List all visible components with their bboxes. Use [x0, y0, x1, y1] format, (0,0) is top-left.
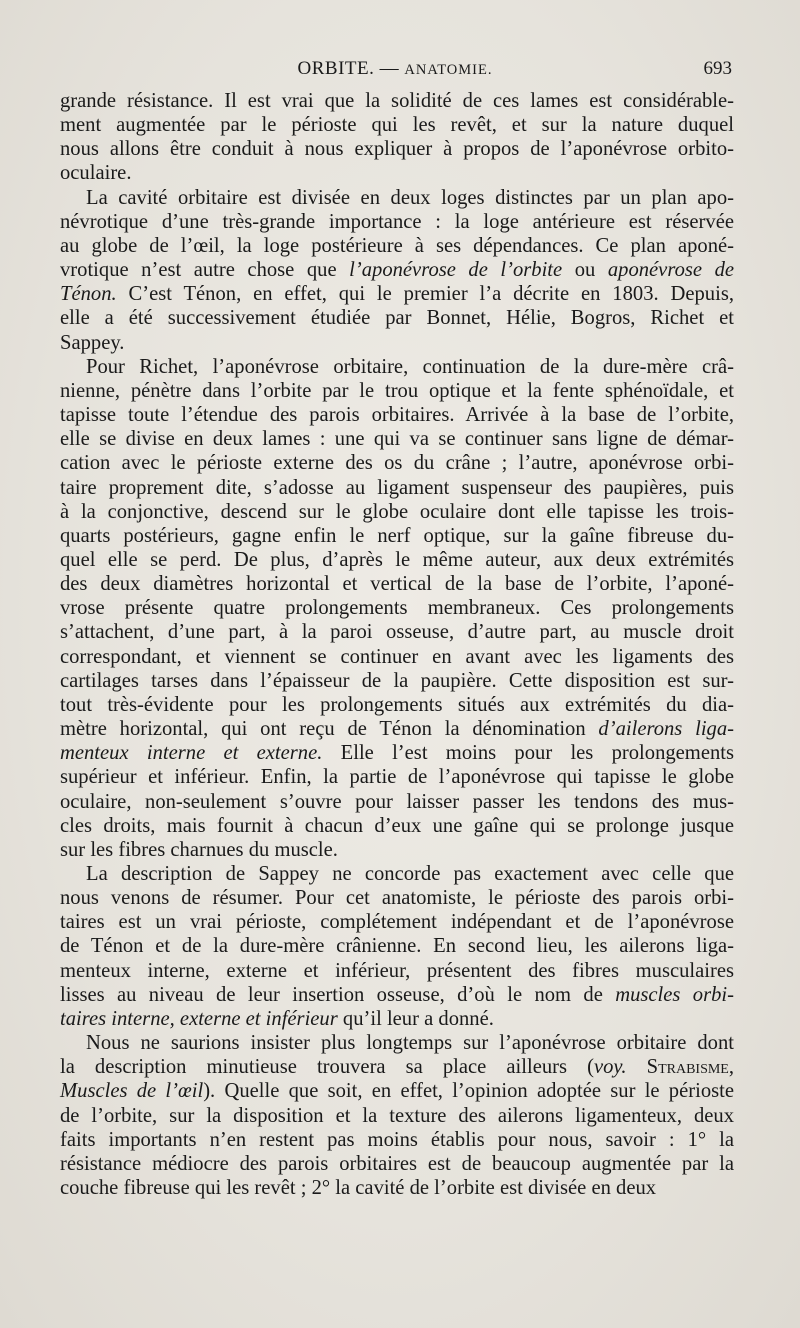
text-line	[60, 596, 734, 620]
text-line	[60, 1104, 734, 1128]
text-run: cartilages tarses dans l’épaisseur de la paupière. Cette disposition est sur-	[60, 669, 734, 692]
text-run: qu’il leur a donné.	[337, 1007, 494, 1030]
text-run: elle a été successivement étudiée par Bonnet, Hélie, Bogros, Richet et	[60, 307, 734, 330]
text-line	[60, 548, 734, 572]
text-line	[60, 838, 734, 862]
running-title-dash: —	[374, 58, 405, 79]
text-run: cation avec le périoste externe des os du crâne ; l’autre, aponévrose orbi-	[60, 452, 734, 475]
text-line	[60, 210, 734, 234]
text-run: La cavité orbitaire est divisée en deux loges distinctes par un plan apo-	[86, 186, 734, 209]
text-line	[60, 1055, 734, 1079]
text-line	[60, 693, 734, 717]
text-line	[60, 282, 734, 306]
text-run: vrotique n’est autre chose que	[60, 259, 350, 282]
text-run: quel elle se perd. De plus, d’après le même auteur, aux deux extrémités	[60, 548, 734, 571]
text-run: ment augmentée par le périoste qui les revêt, et sur la nature duquel	[60, 114, 734, 137]
text-line	[60, 427, 734, 451]
text-run: mètre horizontal, qui ont reçu de Ténon la dénomination	[60, 718, 599, 741]
italic-run: l’aponévrose de l’orbite	[349, 259, 563, 282]
italic-run: Muscles de l’œil	[60, 1080, 204, 1103]
text-line	[60, 814, 734, 838]
text-run: sur les fibres charnues du muscle.	[60, 838, 338, 861]
text-run: à la conjonctive, descend sur le globe oculaire dont elle tapisse les trois-	[60, 500, 734, 523]
text-line	[60, 306, 734, 330]
text-line	[60, 669, 734, 693]
text-line	[60, 476, 734, 500]
text-run: au globe de l’œil, la loge postérieure à ses dépendances. Ce plan aponé-	[60, 234, 734, 257]
running-title-section: ANATOMIE.	[404, 62, 493, 78]
text-line	[60, 959, 734, 983]
text-run: cles droits, mais fournit à chacun d’eux une gaîne qui se prolonge jusque	[60, 814, 734, 837]
text-line	[60, 500, 734, 524]
text-run: tapisse toute l’étendue des parois orbitaires. Arrivée à la base de l’orbite,	[60, 404, 734, 427]
text-line	[60, 934, 734, 958]
text-line	[60, 717, 734, 741]
body-text	[60, 89, 734, 1200]
text-line	[60, 113, 734, 137]
text-line	[60, 331, 734, 355]
text-run: résistance médiocre des parois orbitaires est de beaucoup augmentée par la	[60, 1152, 734, 1175]
text-run: de Ténon et de la dure-mère crânienne. En second lieu, les ailerons liga-	[60, 935, 734, 958]
text-run: Elle l’est moins pour les prolongements	[322, 742, 734, 765]
text-run: supérieur et inférieur. Enfin, la partie de l’aponévrose qui tapisse le globe	[60, 766, 734, 789]
italic-run: muscles orbi-	[615, 983, 734, 1006]
text-line	[60, 1079, 734, 1103]
text-run: quarts postérieurs, gagne enfin le nerf optique, sur la gaîne fibreuse du-	[60, 524, 734, 547]
italic-run: menteux interne et externe.	[60, 742, 323, 765]
text-line	[60, 258, 734, 282]
text-line	[60, 572, 734, 596]
text-run: grande résistance. Il est vrai que la solidité de ces lames est considérable-	[60, 90, 734, 112]
text-run: oculaire, non-seulement s’ouvre pour laisser passer les tendons des mus-	[60, 790, 734, 813]
text-run: de l’orbite, sur la disposition et la texture des ailerons ligamenteux, deux	[60, 1104, 734, 1127]
text-line	[60, 234, 734, 258]
text-line	[60, 983, 734, 1007]
text-line	[60, 790, 734, 814]
text-line	[60, 1007, 734, 1031]
text-run: s’attachent, d’une part, à la paroi osseuse, d’autre part, au muscle droit	[60, 621, 734, 644]
text-run: des deux diamètres horizontal et vertical de la base de l’orbite, l’aponé-	[60, 573, 734, 596]
text-run: nous venons de résumer. Pour cet anatomiste, le périoste des parois orbi-	[60, 887, 734, 910]
text-line	[60, 1176, 734, 1200]
text-line	[60, 1152, 734, 1176]
text-run: Sappey.	[60, 331, 125, 354]
text-run: Pour Richet, l’aponévrose orbitaire, continuation de la dure-mère crâ-	[86, 355, 734, 378]
text-run: lisses au niveau de leur insertion osseuse, d’où le nom de	[60, 983, 616, 1006]
text-run: oculaire.	[60, 162, 132, 185]
running-title-main: ORBITE.	[297, 58, 375, 79]
text-run: La description de Sappey ne concorde pas exactement avec celle que	[86, 863, 734, 885]
italic-run: aponévrose de	[607, 259, 735, 282]
italic-run: Ténon.	[60, 283, 117, 306]
text-run: nienne, pénètre dans l’orbite par le trou optique et la fente sphénoïdale, et	[60, 379, 734, 402]
italic-run: voy.	[593, 1056, 627, 1079]
small-caps-run: Strabisme,	[646, 1056, 734, 1079]
paragraph	[60, 89, 734, 186]
text-run: vrose présente quatre prolongements membraneux. Ces prolongements	[60, 597, 734, 620]
text-run: menteux interne, externe et inférieur, présentent des fibres musculaires	[60, 959, 734, 982]
text-line	[60, 379, 734, 403]
text-run: Nous ne saurions insister plus longtemps sur l’aponévrose orbitaire dont	[86, 1032, 734, 1055]
text-run: la description minutieuse trouvera sa place ailleurs (	[60, 1056, 594, 1079]
text-line	[60, 451, 734, 475]
text-line	[60, 886, 734, 910]
text-line	[60, 1031, 734, 1055]
page-header	[58, 58, 732, 84]
paragraph	[60, 1031, 734, 1200]
text-line	[60, 524, 734, 548]
text-line	[60, 161, 734, 185]
text-run: ). Quelle que soit, en effet, l’opinion adoptée sur le périoste	[203, 1080, 734, 1103]
text-run: elle se divise en deux lames : une qui va se continuer sans ligne de démar-	[60, 428, 734, 451]
paragraph	[60, 862, 734, 1031]
text-run: taires est un vrai périoste, complétement indépendant et de l’aponévrose	[60, 911, 734, 934]
text-line	[60, 741, 734, 765]
text-line	[60, 1128, 734, 1152]
text-line	[60, 862, 734, 886]
text-line	[60, 910, 734, 934]
text-run: ou	[562, 259, 608, 282]
italic-run: d’ailerons liga-	[598, 718, 734, 741]
text-run: faits importants n’en restent pas moins établis pour nous, savoir : 1° la	[60, 1128, 734, 1151]
paragraph	[60, 355, 734, 862]
text-line	[60, 620, 734, 644]
paragraph	[60, 186, 734, 355]
text-run: taire proprement dite, s’adosse au ligament suspenseur des paupières, puis	[60, 476, 734, 499]
text-line	[60, 186, 734, 210]
text-run: nous allons être conduit à nous expliquer à propos de l’aponévrose orbito-	[60, 138, 734, 161]
text-run: névrotique d’une très-grande importance : la loge antérieure est réservée	[60, 210, 734, 233]
text-line	[60, 403, 734, 427]
text-line	[60, 137, 734, 161]
text-run: correspondant, et viennent se continuer en avant avec les ligaments des	[60, 645, 734, 668]
page-number: 693	[703, 58, 732, 79]
text-line	[60, 765, 734, 789]
text-run: tout très-évidente pour les prolongements situés aux extrémités du dia-	[60, 693, 734, 716]
running-title	[58, 58, 732, 80]
text-line	[60, 645, 734, 669]
italic-run: taires interne, externe et inférieur	[60, 1007, 338, 1030]
text-line	[60, 89, 734, 113]
text-run	[627, 1056, 647, 1078]
text-line	[60, 355, 734, 379]
text-run: couche fibreuse qui les revêt ; 2° la cavité de l’orbite est divisée en deux	[60, 1177, 657, 1200]
text-run: C’est Ténon, en effet, qui le premier l’a décrite en 1803. Depuis,	[116, 283, 734, 306]
